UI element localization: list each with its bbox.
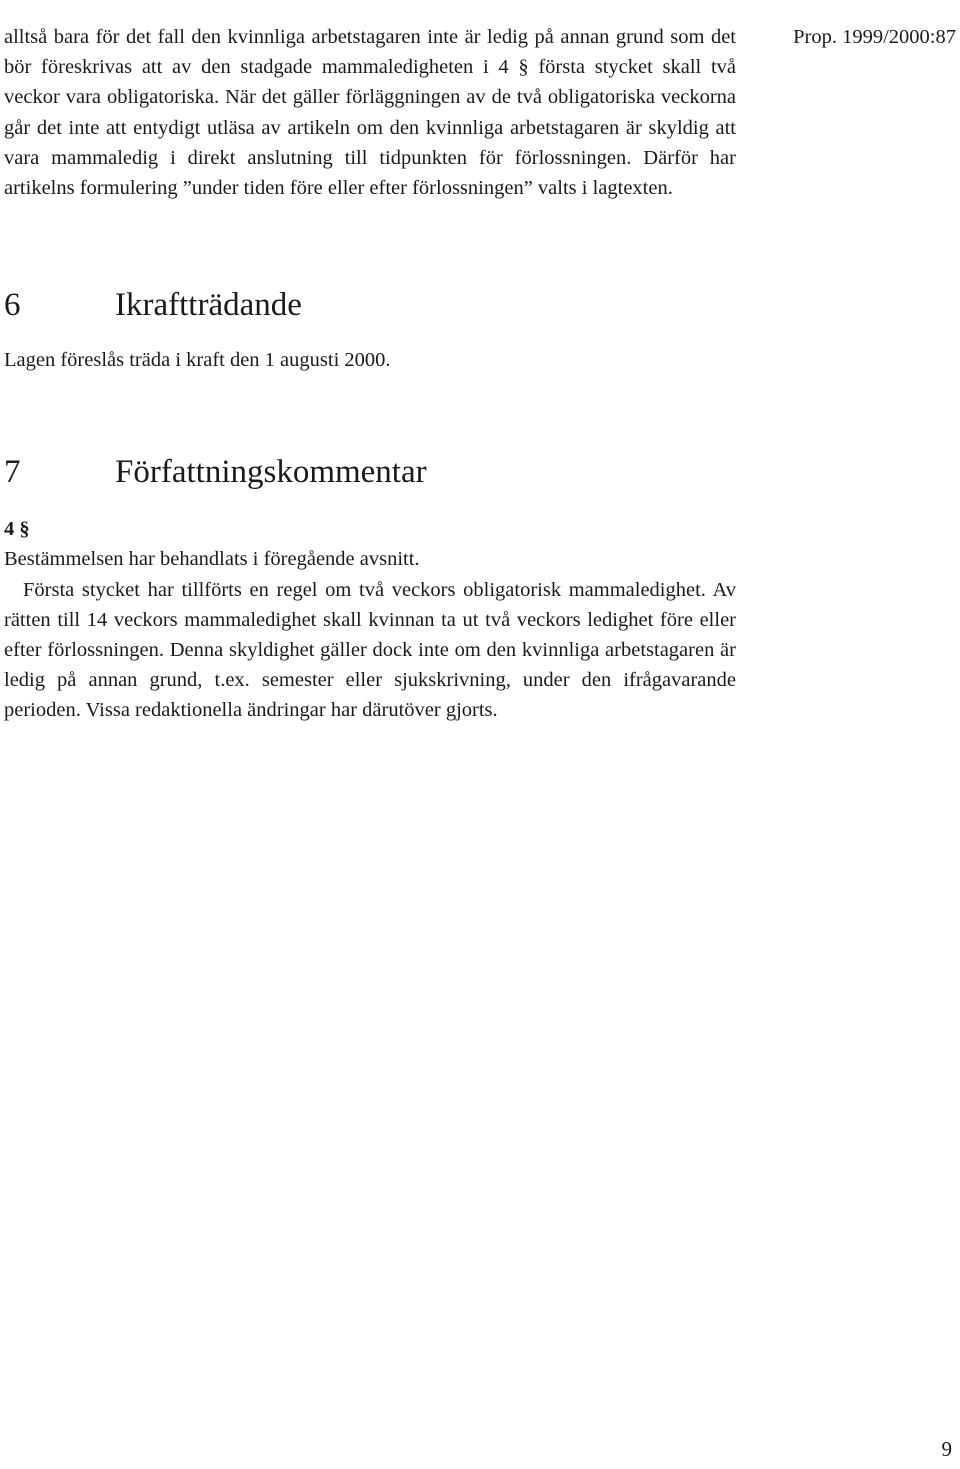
body-paragraph: Första stycket har tillförts en regel om två veckors obligatorisk mammaledighet. Av rätten till 14 veckors mammaledighet skall kvinnan ta ut två veckors ledighet före eller efter förlossningen. Denna skyldighet gäller dock inte om den kvinnliga arbetstagaren är ledig på annan grund, t.ex. semester eller sjukskrivning, under den ifrågavarande perioden. Vissa redaktionella ändringar har därutöver gjorts.	[4, 578, 736, 722]
body-paragraph: Bestämmelsen har behandlats i föregående avsnitt.	[4, 548, 420, 571]
page-number: 9	[941, 1437, 952, 1461]
main-text-column	[4, 22, 736, 726]
intro-paragraph: alltså bara för det fall den kvinnliga arbetstagaren inte är ledig på annan grund som det bör föreskrivas att av den stadgade mammaledigheten i 4 § första stycket skall två veckor vara obligatoriska. När det gäller förläggningen av de två obligatoriska veckorna går det inte att entydigt utläsa av artikeln om den kvinnliga arbetstagaren är skyldig att vara mammaledig i direkt anslutning till tidpunkten för förlossningen. Därför har artikelns formulering ”under tiden före eller efter förlossningen” valts i lagtexten.	[4, 26, 736, 200]
section-heading-forfattningskommentar	[4, 452, 736, 492]
section-title: Författningskommentar	[115, 454, 427, 491]
paragraph-reference: 4 §	[4, 518, 30, 541]
margin-note: Prop. 1999/2000:87	[793, 26, 956, 48]
section-title: Ikraftträdande	[115, 287, 302, 324]
section-number: 6	[4, 287, 21, 324]
body-paragraph: Lagen föreslås träda i kraft den 1 augusti 2000.	[4, 349, 391, 372]
section-number: 7	[4, 454, 21, 491]
section-heading-ikrafttradande	[4, 285, 736, 325]
